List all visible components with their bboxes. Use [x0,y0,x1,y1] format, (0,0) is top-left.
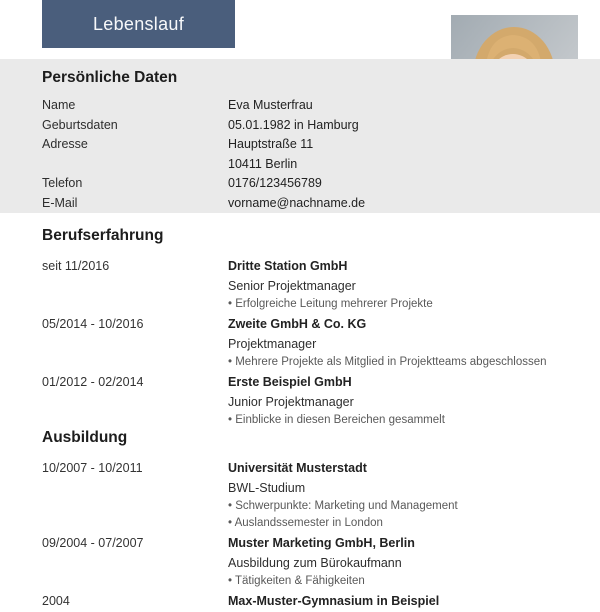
education-entry [0,458,600,532]
entry-date: 01/2012 - 02/2014 [42,375,144,389]
entry-bullet: • Einblicke in diesen Bereichen gesammelt [228,414,445,426]
field-value-birth: 05.01.1982 in Hamburg [228,117,359,132]
field-label-email: E-Mail [42,195,78,210]
personal-heading: Persönliche Daten [42,69,178,86]
entry-role: Senior Projektmanager [228,279,356,293]
experience-heading: Berufserfahrung [42,227,164,244]
experience-entry [0,256,600,313]
entry-company: Dritte Station GmbH [228,259,348,273]
education-entry [0,533,600,590]
education-entry [0,591,600,611]
personal-row-birth [42,116,600,136]
entry-role: Junior Projektmanager [228,395,354,409]
personal-row-phone [42,174,600,194]
entry-body [228,591,600,611]
personal-row-email [42,194,600,214]
entry-body [228,458,600,532]
entry-body [228,256,600,313]
entry-bullet: • Mehrere Projekte als Mitglied in Projektteams abgeschlossen [228,356,547,368]
experience-entry [0,314,600,371]
entry-role: Projektmanager [228,337,317,351]
section-experience [0,226,600,430]
entry-bullet: • Erfolgreiche Leitung mehrerer Projekte [228,298,433,310]
entry-program: BWL-Studium [228,481,306,495]
entry-bullet: • Auslandssemester in London [228,517,383,529]
entry-date: 05/2014 - 10/2016 [42,317,144,331]
entry-body [228,372,600,429]
personal-row-name [42,96,600,116]
personal-row-address [42,135,600,174]
education-heading: Ausbildung [42,429,128,446]
field-label-address: Adresse [42,137,88,151]
section-personal [0,59,600,213]
entry-body [228,533,600,590]
section-education [0,428,600,612]
entry-program: Ausbildung zum Bürokaufmann [228,556,402,570]
field-label-birth: Geburtsdaten [42,117,118,132]
experience-entry [0,372,600,429]
title-box [42,0,235,48]
field-value-name: Eva Musterfrau [228,98,313,112]
address-line-2: 10411 Berlin [228,156,298,171]
entry-body [228,314,600,371]
entry-bullet: • Schwerpunkte: Marketing und Management [228,500,458,512]
entry-date: seit 11/2016 [42,259,110,273]
field-label-phone: Telefon [42,176,83,190]
field-label-name: Name [42,98,76,112]
entry-company: Zweite GmbH & Co. KG [228,317,367,331]
entry-date: 09/2004 - 07/2007 [42,536,144,550]
field-value-phone: 0176/123456789 [228,176,322,190]
entry-institution: Universität Musterstadt [228,461,367,475]
entry-date: 2004 [42,594,70,608]
entry-bullet: • Tätigkeiten & Fähigkeiten [228,575,365,587]
entry-institution: Max-Muster-Gymnasium in Beispiel [228,594,440,608]
address-line-1: Hauptstraße 11 [228,137,314,151]
entry-institution: Muster Marketing GmbH, Berlin [228,536,415,550]
page-title: Lebenslauf [92,13,185,34]
entry-date: 10/2007 - 10/2011 [42,461,143,475]
field-value-email: vorname@nachname.de [228,195,366,210]
field-value-address [228,135,313,174]
entry-company: Erste Beispiel GmbH [228,375,352,389]
